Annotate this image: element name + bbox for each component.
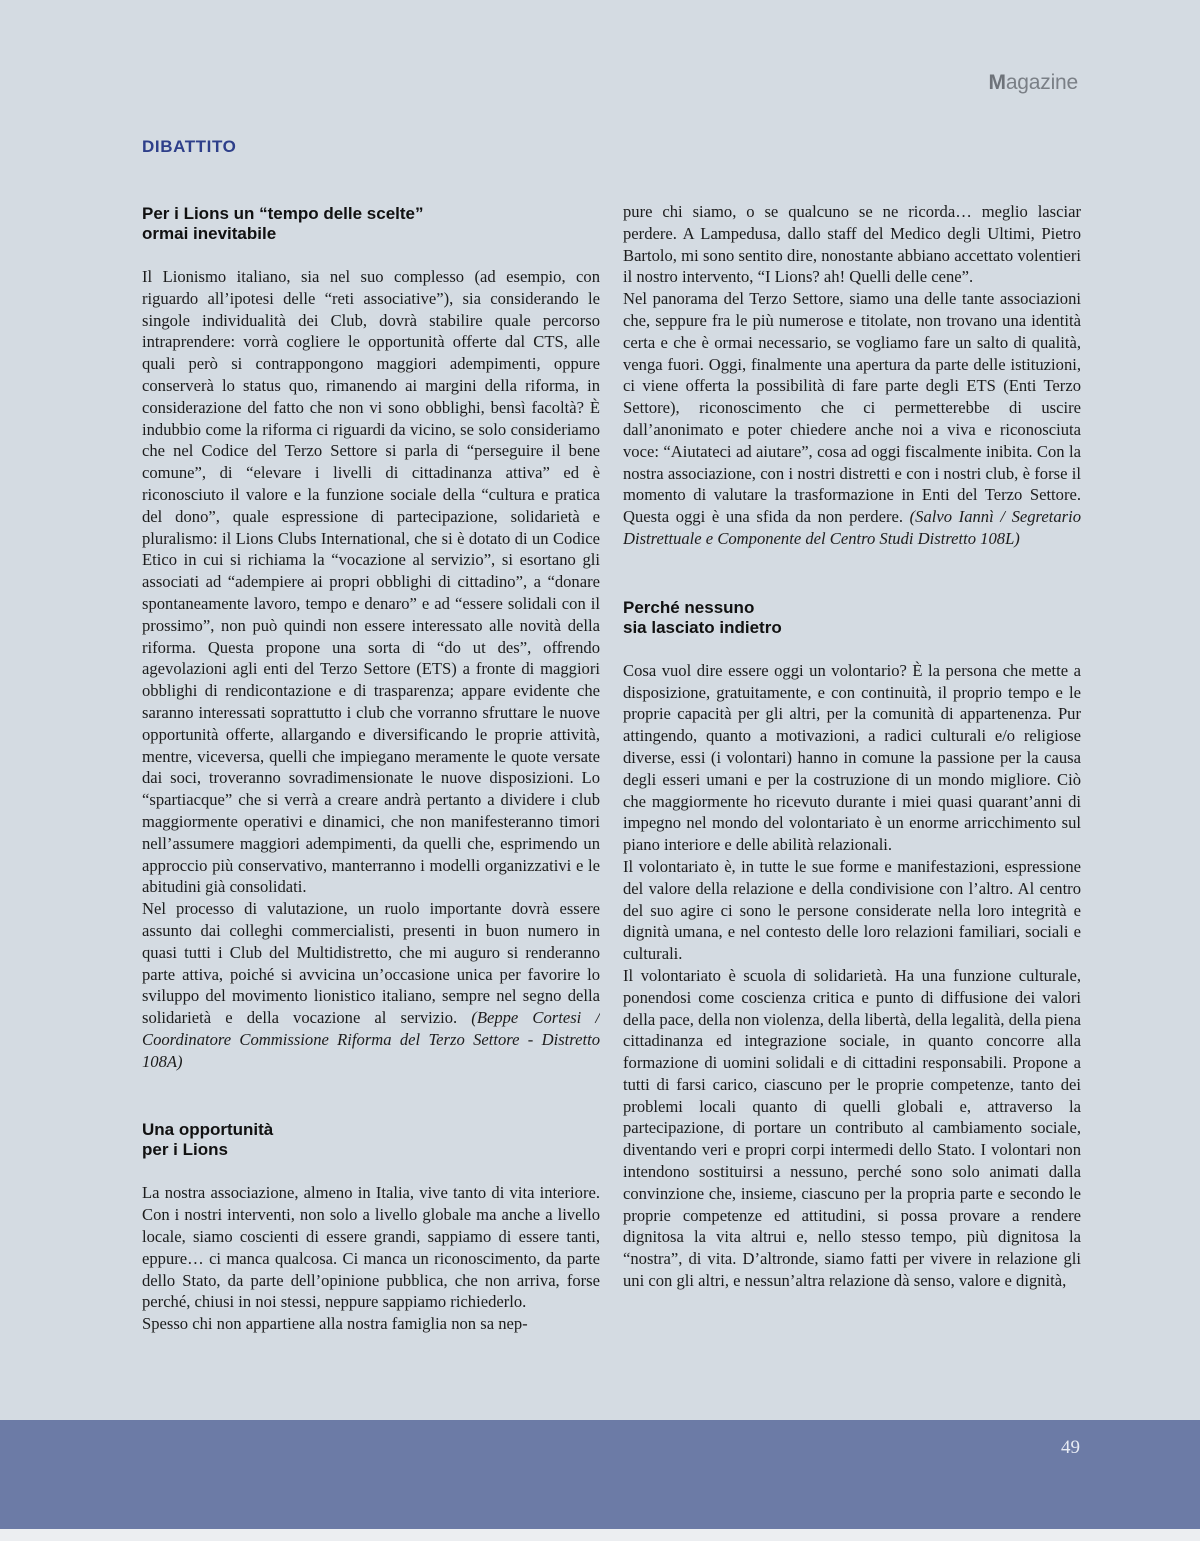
article-3-paragraph-1: Cosa vuol dire essere oggi un volontario? È la persona che mette a disposizione, gratuitamente, e con continuità, il proprio tempo e le proprie capacità per gli altri, per la comunità di appartenenza. Pur attingendo, quanto a motivazioni, a radici culturali e/o religiose diverse, essi (i volontari) hanno in comune la passione per la causa degli esseri umani e per la costruzione di un mondo migliore. Ciò che maggiormente ho ricevuto durante i miei quasi quarant’anni di impegno nel mondo del volontariato è un enorme arricchimento sul piano interiore e delle abilità relazionali. [623, 660, 1081, 855]
masthead-rest: agazine [1005, 71, 1078, 94]
right-column [623, 201, 1081, 1413]
article-2-signature: (Salvo Iannì / Segretario Distrettuale e Componente del Centro Studi Distretto 108L) [623, 507, 1081, 548]
article-1-signature: (Beppe Cortesi / Coordinatore Commissione Riforma del Terzo Settore - Distretto 108A) [142, 1008, 600, 1071]
article-2-paragraph-3 [623, 288, 1081, 550]
article-2-paragraph-2-start [142, 1313, 600, 1335]
section-label: DIBATTITO [142, 137, 237, 156]
article-2-paragraph-1: La nostra associazione, almeno in Italia, vive tanto di vita interiore. Con i nostri interventi, non solo a livello globale ma anche a livello locale, siamo coscienti di essere grandi, sappiamo di essere tanti, eppure… ci manca qualcosa. Ci manca un riconoscimento, da parte dello Stato, da parte dell’opinione pubblica, che non arriva, forse perché, chiusi in noi stessi, neppure sappiamo richiederlo. [142, 1183, 600, 1312]
article-2-title: Una opportunità per i Lions [142, 1120, 274, 1160]
article-1-paragraph-1: Il Lionismo italiano, sia nel suo complesso (ad esempio, con riguardo all’ipotesi delle “reti associative”), sia considerando le singole individualità dei Club, dovrà stabilire quale percorso intraprendere: vorrà cogliere le opportunità offerte dal CTS, alle quali però si contrappongono maggiori adempimenti, oppure conserverà lo status quo, rimanendo ai margini della riforma, in considerazione del fatto che non vi sono obblighi, bensì facoltà? È indubbio come la riforma ci riguardi da vicino, se solo consideriamo che nel Codice del Terzo Settore si parla di “perseguire il bene comune”, di “elevare i livelli di cittadinanza attiva” ed è riconosciuto il valore e la funzione sociale della “cultura e pratica del dono”, quale espressione di partecipazione, solidarietà e pluralismo: il Lions Clubs International, che si è dotato di un Codice Etico in cui si richiama la “vocazione al servizio”, si esortano gli associati ad “adempiere ai propri obblighi di cittadino”, a “donare spontaneamente lavoro, tempo e denaro” e ad “essere solidali con il prossimo”, non può quindi non essere interessato alle novità della riforma. Questa propone una sorta di “do ut des”, offrendo agevolazioni agli enti del Terzo Settore (ETS) a fronte di maggiori obblighi di rendicontazione e di trasparenza; appare evidente che saranno interessati soprattutto i club che vorranno sfruttare le nuove opportunità offerte, allargando e diversificando le proprie attività, mentre, viceversa, quelli che impiegano meramente le quote versate dai soci, troveranno sovradimensionate le nuove disposizioni. Lo “spartiacque” che si verrà a creare andrà pertanto a dividere i club maggiormente operativi e dinamici, che non manifesteranno timori nell’assumere maggiori adempimenti, da quelli che, esprimendo un approccio più conservativo, manterranno i modelli organizzativi e le abitudini già consolidati. [142, 267, 600, 897]
article-1-paragraph-2-text: Nel processo di valutazione, un ruolo importante dovrà essere assunto dai colleghi commercialisti, presenti in buon numero in quasi tutti i Club del Multidistretto, che mi auguro si renderanno parte attiva, poiché si avvicina un’occasione unica per favorire lo sviluppo del movimento lionistico italiano, sempre nel segno della solidarietà e della vocazione al servizio. [142, 899, 600, 1028]
article-1-paragraph-2 [142, 898, 600, 1072]
article-3-paragraph-3: Il volontariato è scuola di solidarietà. Ha una funzione culturale, ponendosi come coscienza critica e punto di diffusione dei valori della pace, della non violenza, della libertà, della legalità, della piena cittadinanza ed integrazione sociale, in quanto concorre alla formazione di uomini solidali e di cittadini responsabili. Propone a tutti di farsi carico, ciascuno per le proprie competenze, tanto dei problemi locali quanto di quelli globali e, attraverso la partecipazione, di portare un contributo al cambiamento sociale, diventando veri e propri corpi intermedi dello Stato. I volontari non intendono sostituirsi a nessuno, perché sono solo animati dalla convinzione che, insieme, ciascuno per la propria parte e secondo le proprie competenze ed attitudini, si possa provare a rendere dignitosa la vita altrui e, nello stesso tempo, più dignitosa la “nostra”, di vita. D’altronde, siamo fatti per vivere in relazione gli uni con gli altri, e nessun’altra relazione dà senso, valore e dignità, [623, 965, 1081, 1291]
page-number: 49 [1061, 1437, 1080, 1458]
article-2-paragraph-2-part-a: Spesso chi non appartiene alla nostra famiglia non sa nep- [142, 1314, 528, 1334]
article-2-paragraph-2-continued: pure chi siamo, o se qualcuno se ne ricorda… meglio lasciar perdere. A Lampedusa, dallo staff del Medico degli Ultimi, Pietro Bartolo, mi sono sentito dire, nonostante abbiano accettato volentieri il nostro intervento, “I Lions? ah! Quelli delle cene”. [623, 202, 1081, 287]
article-1-title: Per i Lions un “tempo delle scelte” ormai inevitabile [142, 204, 424, 243]
article-3-title: Perché nessuno sia lasciato indietro [623, 597, 782, 637]
bottom-strip [0, 1529, 1200, 1541]
left-column [142, 201, 600, 1413]
magazine-masthead [989, 71, 1078, 95]
article-2-paragraph-3-text: Nel panorama del Terzo Settore, siamo una delle tante associazioni che, seppure fra le più numerose e titolate, non trovano una identità certa e che è ormai necessario, se vogliamo fare un salto di qualità, venga fuori. Oggi, finalmente una apertura da parte delle istituzioni, ci viene offerta la possibilità di fare parte degli ETS (Enti Terzo Settore), riconoscimento che ci permetterebbe di uscire dall’anonimato e poter chiedere anche noi a viva e riconosciuta voce: “Aiutateci ad aiutare”, cosa ad oggi fiscalmente inibita. Con la nostra associazione, con i nostri distretti e con i nostri club, è forse il momento di valutare la trasformazione in Enti del Terzo Settore. Questa oggi è una sfida da non perdere. [623, 289, 1081, 527]
article-2-paragraph-2 [623, 201, 1081, 288]
article-3-paragraph-2: Il volontariato è, in tutte le sue forme e manifestazioni, espressione del valore della relazione e della condivisione con l’altro. Al centro del suo agire ci sono le persone considerate nella loro integrità e dignità umana, e nel contesto delle loro relazioni familiari, sociali e culturali. [623, 856, 1081, 964]
masthead-initial: M [988, 71, 1006, 94]
footer-band [0, 1420, 1200, 1529]
